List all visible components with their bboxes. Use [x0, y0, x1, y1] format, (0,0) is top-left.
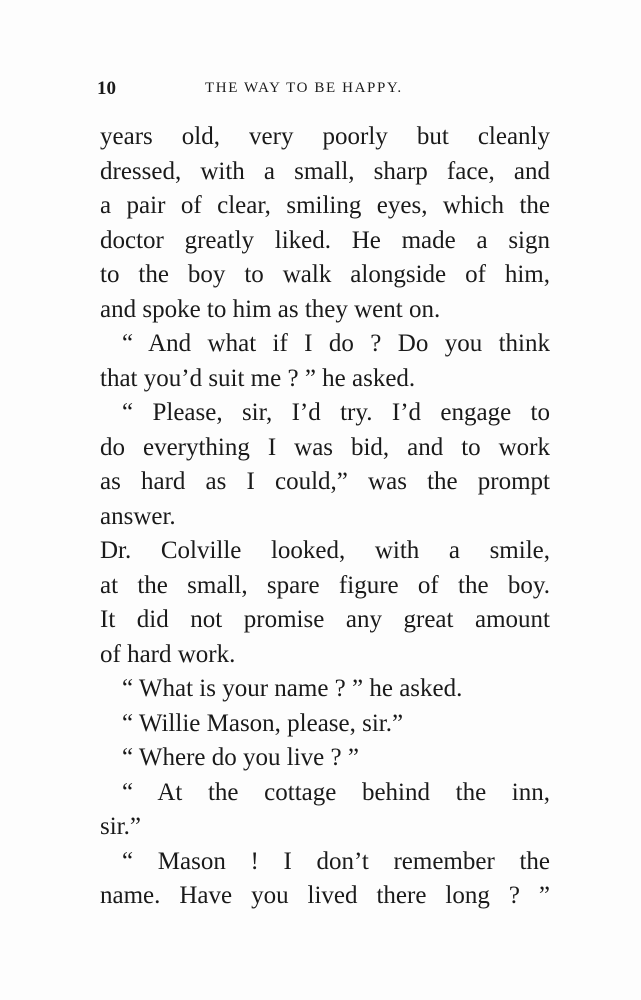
text-line: Dr. Colville looked, with a smile, — [100, 537, 550, 564]
text-line: of hard work. — [100, 640, 236, 668]
text-line: name. Have you lived there long ? ” — [100, 882, 550, 909]
text-line: “ Where do you live ? ” — [122, 744, 359, 771]
text-line: a pair of clear, smiling eyes, which the — [100, 192, 550, 219]
text-line: that you’d suit me ? ” he asked. — [100, 364, 416, 392]
text-line: as hard as I could,” was the prompt — [100, 468, 550, 495]
page-header — [97, 78, 544, 100]
text-line: sir.” — [100, 813, 141, 840]
text-line: to the boy to walk alongside of him, — [100, 261, 550, 288]
text-line: and spoke to him as they went on. — [100, 295, 441, 323]
text-line: It did not promise any great amount — [100, 606, 550, 633]
text-line: at the small, spare figure of the boy. — [100, 571, 550, 599]
text-line: answer. — [100, 502, 176, 530]
text-line: “ Mason ! I don’t remember the — [122, 847, 550, 875]
text-line: “ What is your name ? ” he asked. — [122, 675, 463, 702]
text-line: “ At the cottage behind the inn, — [122, 778, 550, 806]
text-line: dressed, with a small, sharp face, and — [100, 157, 550, 185]
text-line: “ Willie Mason, please, sir.” — [122, 709, 404, 737]
text-line: doctor greatly liked. He made a sign — [100, 226, 550, 254]
running-title: THE WAY TO BE HAPPY. — [205, 80, 403, 96]
text-line: do everything I was bid, and to work — [100, 433, 550, 461]
text-line: “ And what if I do ? Do you think — [122, 330, 550, 357]
page-number: 10 — [97, 78, 116, 99]
body-text — [100, 120, 550, 914]
text-line: years old, very poorly but cleanly — [100, 123, 550, 150]
text-line: “ Please, sir, I’d try. I’d engage to — [122, 399, 550, 426]
